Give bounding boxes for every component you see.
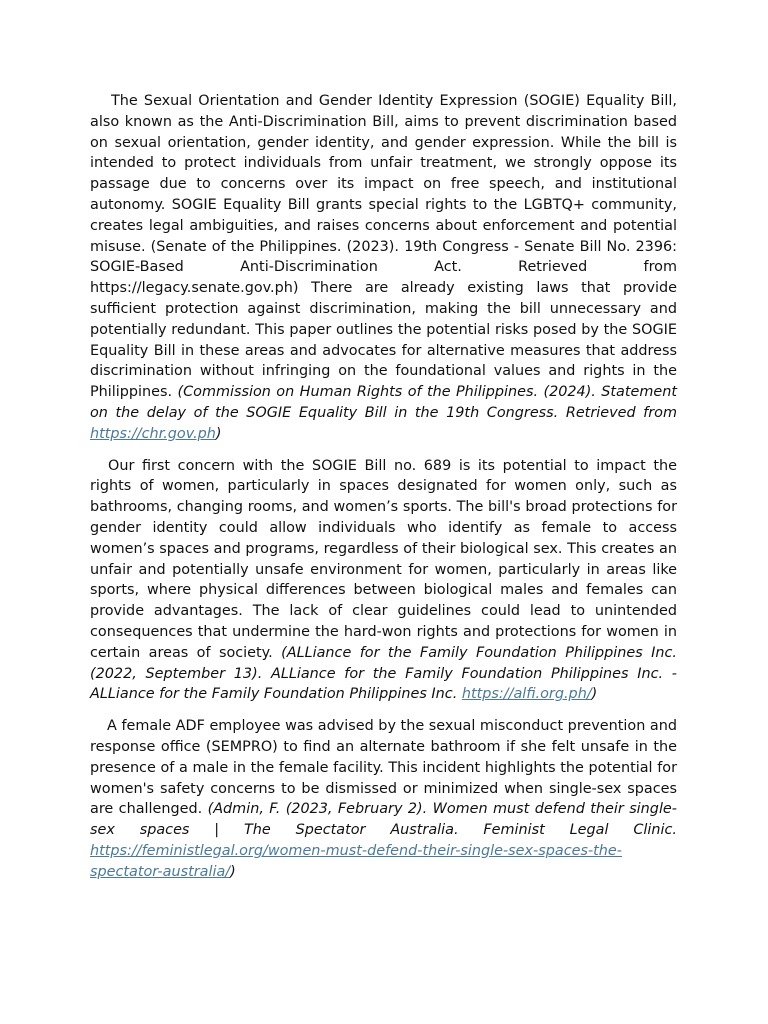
citation-text: (Commission on Human Rights of the Philippines. (2024). Statement on the delay of the SOGIE Equality Bill in the 19th Congress. Retrieved from bbox=[90, 384, 677, 421]
paragraph-sogie-overview bbox=[90, 91, 677, 445]
citation-link-alfi[interactable]: https://alfi.org.ph/ bbox=[461, 686, 592, 703]
paragraph-adf-incident bbox=[90, 716, 677, 882]
citation-close: ) bbox=[215, 425, 222, 442]
citation-link-chr[interactable]: https://chr.gov.ph bbox=[90, 425, 216, 442]
document-page bbox=[90, 91, 677, 893]
paragraph-body: Our first concern with the SOGIE Bill no. 689 is its potential to impact the rights of women, particularly in spaces designated for women only, such as bathrooms, changing rooms, and women’s sports. The bill's broad protections for gender identity could allow individuals who identify as female to access women’s spaces and programs, regardless of their biological sex. This creates an unfair and potentially unsafe environment for women, particularly in areas like sports, where physical differences between biological males and females can provide advantages. The lack of clear guidelines could lead to unintended consequences that undermine the hard-won rights and protections for women in certain areas of society. bbox=[90, 457, 677, 661]
citation bbox=[90, 384, 677, 442]
citation-close: ) bbox=[230, 863, 236, 880]
citation-close: ) bbox=[591, 686, 598, 703]
paragraph-body: A female ADF employee was advised by the sexual misconduct prevention and response office (SEMPRO) to find an alternate bathroom if she felt unsafe in the presence of a male in the female facility. This incident highlights the potential for women's safety concerns to be dismissed or minimized when single-sex spaces are challenged. bbox=[90, 718, 677, 818]
paragraph-body: The Sexual Orientation and Gender Identity Expression (SOGIE) Equality Bill, also known as the Anti-Discrimination Bill, aims to prevent discrimination based on sexual orientation, gender identity, and gender expression. While the bill is intended to protect individuals from unfair treatment, we strongly oppose its passage due to concerns over its impact on free speech, and institutional autonomy. SOGIE Equality Bill grants special rights to the LGBTQ+ community, creates legal ambiguities, and raises concerns about enforcement and potential misuse. (Senate of the Philippines. (2023). 19th Congress - Senate Bill No. 2396: SOGIE-Based Anti-Discrimination Act. Retrieved from https://legacy.senate.gov.ph) There are already existing laws that provide sufficient protection against discrimination, making the bill unnecessary and potentially redundant. This paper outlines the potential risks posed by the SOGIE Equality Bill in these areas and advocates for alternative measures that address discrimination without infringing on the foundational values and rights in the Philippines. bbox=[90, 93, 677, 401]
citation-link-feministlegal[interactable]: https://feministlegal.org/women-must-defend-their-single-sex-spaces-the-spectator-australia/ bbox=[90, 842, 622, 880]
citation-text: (ALLiance for the Family Foundation Philippines Inc. (2022, September 13). ALLiance for the Family Foundation Philippines Inc. - ALLiance for the Family Foundation Philippines Inc. bbox=[90, 644, 678, 703]
citation-text: (Admin, F. (2023, February 2). Women must defend their single-sex spaces | The Spectator Australia. Feminist Legal Clinic. bbox=[90, 801, 677, 839]
paragraph-womens-rights bbox=[90, 456, 677, 706]
